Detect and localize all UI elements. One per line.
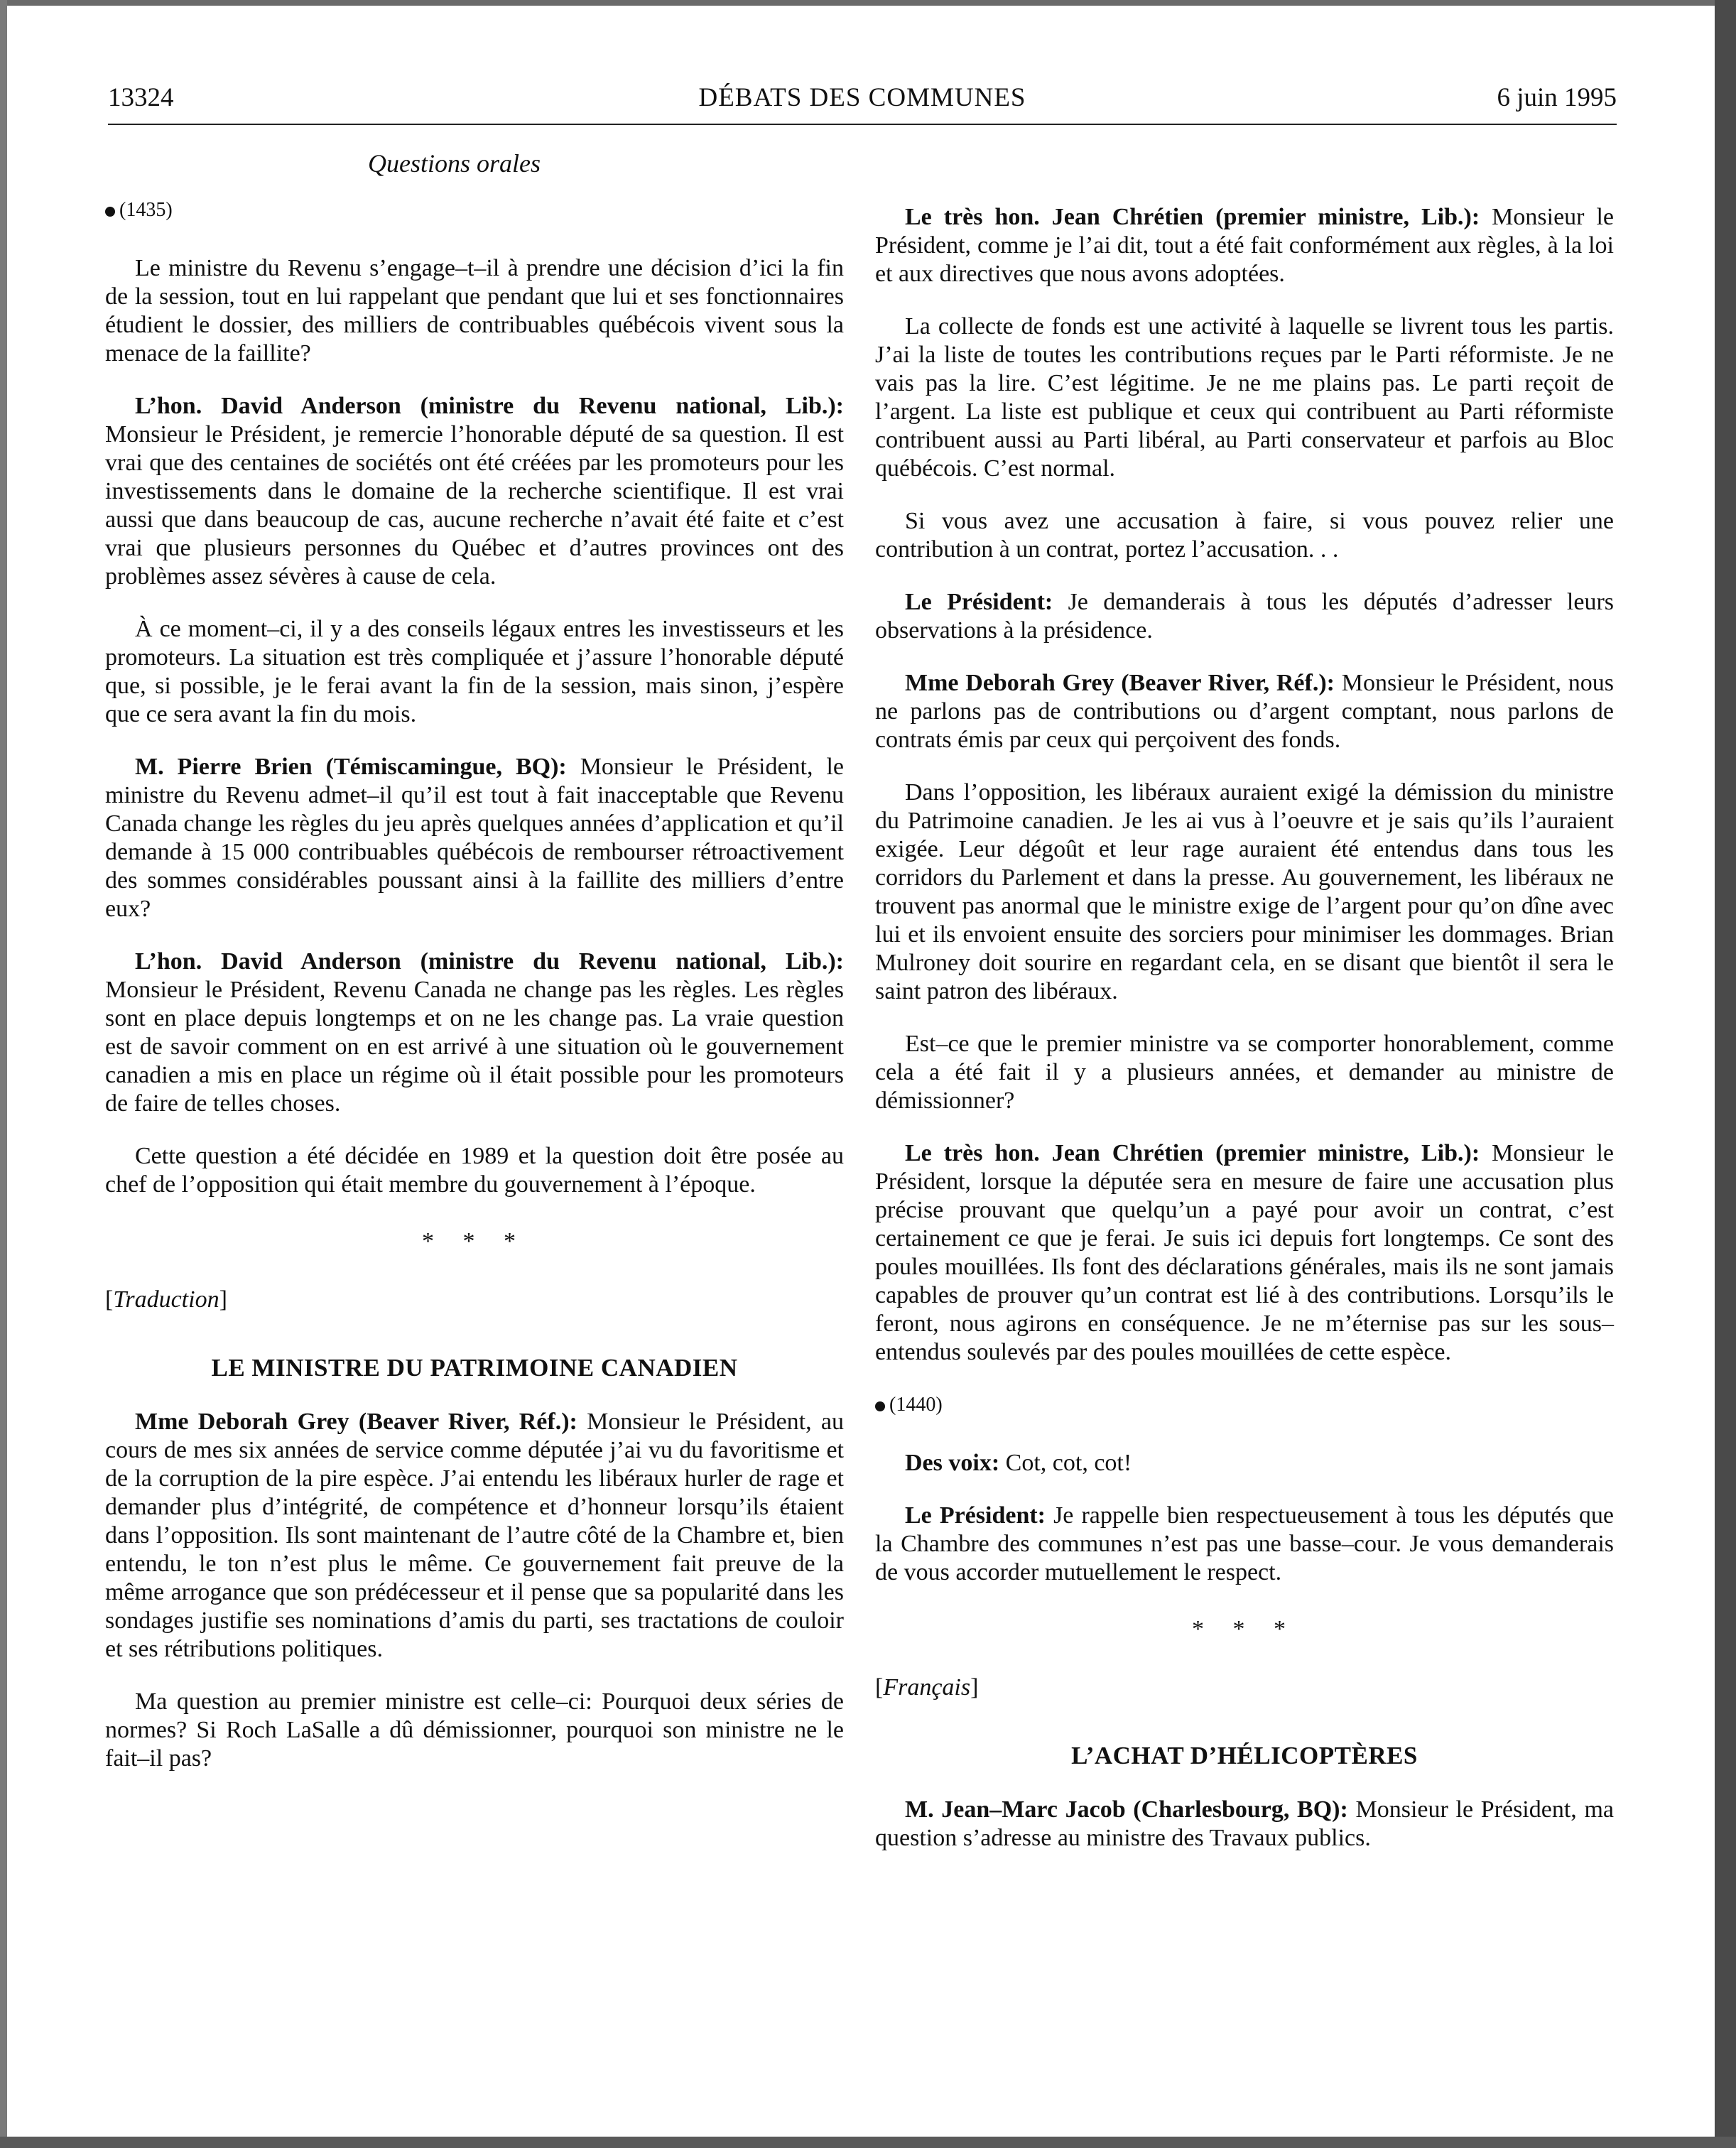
paragraph [875,1139,1614,1367]
speech-text: Monsieur le Président, le ministre du Revenu admet–il qu’il est tout à fait inacceptable que Revenu Canada change les règles du jeu après quelques années d’application et qu’il demande à 15 000 contribuables québécois de rembourser rétroactivement des sommes considérables poussant ainsi à la faillite des milliers d’entre eux? [105,754,844,922]
speaker-name: Le Président: [905,589,1053,615]
speech-text: Monsieur le Président, Revenu Canada ne change pas les règles. Les règles sont en place depuis longtemps et on ne les change pas. La vraie question est de savoir comment on en est arrivé à une situation où le gouvernement canadien a mis en place un régime où il était possible pour les promoteurs de faire de telles choses. [105,977,844,1117]
bracket-close: ] [970,1674,979,1700]
paragraph [875,669,1614,754]
speaker-name: Mme Deborah Grey (Beaver River, Réf.): [905,670,1335,696]
speaker-name: L’hon. David Anderson (ministre du Revenu national, Lib.): [135,393,844,419]
paragraph [875,1502,1614,1587]
time-marker-text: (1440) [889,1394,943,1416]
bracket-open: [ [875,1674,884,1700]
publication-title: DÉBATS DES COMMUNES [698,83,1026,112]
language-note [875,1674,1614,1702]
page-number: 13324 [108,83,174,112]
bullet-icon [875,1401,885,1411]
paragraph [875,1796,1614,1853]
paragraph: Cette question a été décidée en 1989 et la question doit être posée au chef de l’opposition qui était membre du gouvernement à l’époque. [105,1143,844,1198]
speaker-name: Le très hon. Jean Chrétien (premier ministre, Lib.): [905,1140,1480,1166]
paragraph: Est–ce que le premier ministre va se comporter honorablement, comme cela a été fait il y a plusieurs années, et demander au ministre de démissionner? [875,1031,1614,1114]
paragraph: À ce moment–ci, il y a des conseils légaux entres les investisseurs et les promoteurs. La situation est très compliquée et j’assure l’honorable député que, si possible, je le ferai avant la fin de la session, mais sinon, j’espère que ce sera avant la fin du mois. [105,616,844,727]
paragraph: Dans l’opposition, les libéraux auraient exigé la démission du ministre du Patrimoine canadien. Je les ai vus à l’oeuvre et je sais qu’ils l’auraient exigée. Leur dégoût et leur rage auraient été entendus dans tous les corridors du Parlement et dans la presse. Au gouvernement, les libéraux ne trouvent pas anormal que le ministre exige de l’argent pour qu’on dîne avec lui et ils envoient ensuite des sorciers pour minimiser les dommages. Brian Mulroney doit sourire en regardant cela, en se disant que bientôt il sera le saint patron des libéraux. [875,779,1614,1004]
speech-text: Cot, cot, cot! [999,1450,1132,1476]
scan-border-right [1715,0,1736,2148]
section-separator: * * * [422,1228,527,1254]
scan-border-left [0,0,7,2148]
speaker-name: M. Jean–Marc Jacob (Charlesbourg, BQ): [905,1796,1348,1823]
paragraph [105,392,844,591]
language-label: Français [883,1674,971,1700]
paragraph [875,203,1614,288]
speaker-name: L’hon. David Anderson (ministre du Revenu national, Lib.): [135,948,844,975]
paragraph [105,753,844,923]
topic-heading: L’ACHAT D’HÉLICOPTÈRES [1071,1742,1418,1769]
paragraph [875,588,1614,645]
paragraph: Ma question au premier ministre est celle–ci: Pourquoi deux séries de normes? Si Roch LaSalle a dû démissionner, pourquoi son ministre ne le fait–il pas? [105,1688,844,1772]
bullet-icon [105,207,115,217]
speech-text: Monsieur le Président, comme je l’ai dit, tout a été fait conformément aux règles, à la loi et aux directives que nous avons adoptées. [875,204,1614,287]
paragraph: La collecte de fonds est une activité à laquelle se livrent tous les partis. J’ai la liste de toutes les contributions reçues par le Parti réformiste. Je ne vais pas la lire. C’est légitime. Je ne me plains pas. Le parti reçoit de l’argent. La liste est publique et ceux qui contribuent au Parti réformiste contribuent aussi au Parti libéral, au Parti conservateur et parfois au Bloc québécois. C’est normal. [875,313,1614,482]
bracket-close: ] [219,1286,227,1313]
speech-text: Je rappelle bien respectueusement à tous les députés que la Chambre des communes n’est pas une basse–cour. Je vous demanderais de vous accorder mutuellement le respect. [875,1502,1614,1585]
time-marker [105,196,844,224]
speaker-name: Le Président: [905,1502,1046,1529]
section-separator: * * * [1192,1616,1297,1642]
paragraph [105,1408,844,1664]
section-label: Questions orales [368,149,541,178]
speech-text: Monsieur le Président, au cours de mes six années de service comme députée j’ai vu du favoritisme et de la corruption de la pire espèce. J’ai entendu les libéraux hurler de rage et demander plus d’intégrité, de compétence et d’honneur lorsqu’ils étaient dans l’opposition. Ils sont maintenant de l’autre côté de la Chambre et, bien entendu, le ton n’est plus le même. Ce gouvernement fait preuve de la même arrogance que son prédécesseur et il pense que sa popularité dans les sondages justifie ses nominations d’amis du parti, ses tractations de couloir et ses rétributions politiques. [105,1409,844,1662]
paragraph [105,948,844,1118]
speech-text: Monsieur le Président, ma question s’adresse au ministre des Travaux publics. [875,1796,1615,1851]
speech-text: Monsieur le Président, nous ne parlons pas de contributions ou d’argent comptant, nous parlons de contrats émis par ceux qui perçoivent des fonds. [875,670,1614,753]
right-column [875,203,1614,1877]
speech-text: Monsieur le Président, lorsque la députée sera en mesure de faire une accusation plus précise prouvant que quelqu’un a payé pour avoir un contrat, c’est certainement ce que je ferai. Je suis ici depuis fort longtemps. Ce sont des poules mouillées. Ils font des déclarations générales, mais ils ne sont jamais capables de prouver qu’un contrat est lié à des contributions. Lorsqu’ils le feront, nous agirons en conséquence. Je ne m’éternise pas sur les sous–entendus soulevés par des poules mouillées de cette espèce. [875,1140,1614,1365]
language-label: Traduction [113,1286,219,1313]
bracket-open: [ [105,1286,114,1313]
scan-border-bottom [0,2137,1736,2148]
topic-heading: LE MINISTRE DU PATRIMOINE CANADIEN [211,1354,738,1382]
time-marker-text: (1435) [119,199,173,221]
speaker-name: M. Pierre Brien (Témiscamingue, BQ): [135,754,567,780]
paragraph: Si vous avez une accusation à faire, si vous pouvez relier une contribution à un contrat, portez l’accusation. . . [875,508,1614,563]
speaker-name: Mme Deborah Grey (Beaver River, Réf.): [135,1409,577,1435]
speaker-name: Des voix: [905,1450,1000,1476]
left-column [105,149,844,1797]
speech-text: Je demanderais à tous les députés d’adresser leurs observations à la présidence. [875,589,1615,644]
scan-border-top [0,0,1736,6]
language-note [105,1286,844,1314]
paragraph [875,1449,1614,1477]
speaker-name: Le très hon. Jean Chrétien (premier ministre, Lib.): [905,204,1480,230]
paragraph: Le ministre du Revenu s’engage–t–il à prendre une décision d’ici la fin de la session, tout en lui rappelant que pendant que lui et ses fonctionnaires étudient le dossier, des milliers de contribuables québécois vivent sous la menace de la faillite? [105,255,844,367]
page-header [108,74,1617,125]
time-marker [875,1391,1614,1419]
publication-date: 6 juin 1995 [1497,83,1617,112]
speech-text: Monsieur le Président, je remercie l’honorable député de sa question. Il est vrai que des centaines de sociétés ont été créées par les promoteurs pour les investissements dans le domaine de la recherche scientifique. Il est vrai aussi que dans beaucoup de cas, aucune recherche n’avait été faite et c’est vrai que plusieurs personnes du Québec et d’autres provinces ont des problèmes assez sévères à cause de cela. [105,421,844,590]
